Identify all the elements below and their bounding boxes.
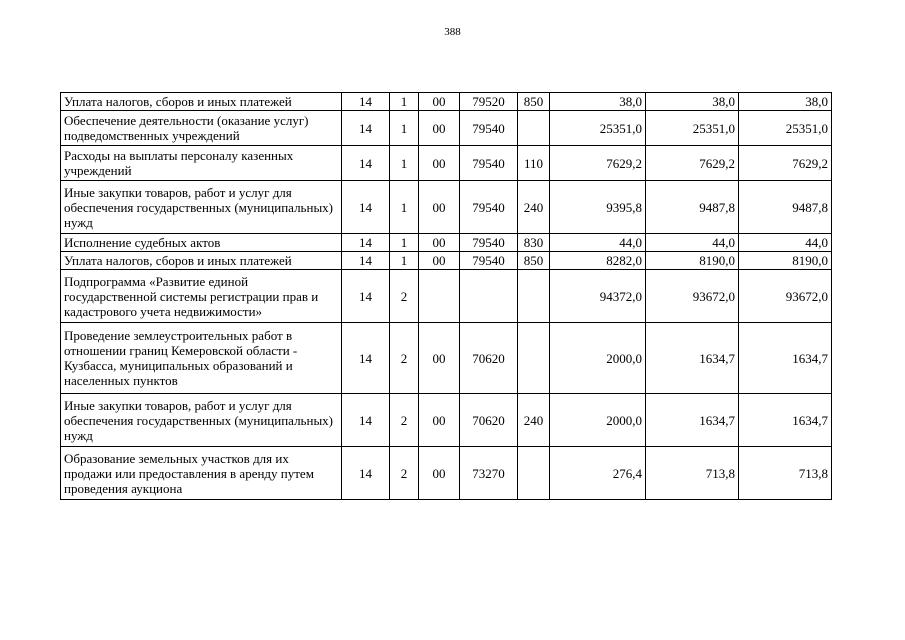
cell-amount-1: 25351,0 xyxy=(550,111,646,146)
cell-amount-2: 9487,8 xyxy=(646,181,739,234)
cell-program: 00 xyxy=(419,252,460,270)
cell-expense-type xyxy=(518,447,550,500)
budget-table xyxy=(60,92,832,500)
cell-subsection: 2 xyxy=(390,270,419,323)
cell-expense-type xyxy=(518,323,550,394)
cell-section: 14 xyxy=(342,181,390,234)
cell-name: Подпрограмма «Развитие единой государственной системы регистрации прав и кадастрового учета недвижимости» xyxy=(61,270,342,323)
cell-amount-2: 93672,0 xyxy=(646,270,739,323)
cell-expense-type: 240 xyxy=(518,394,550,447)
cell-direction: 79540 xyxy=(460,234,518,252)
cell-amount-2: 1634,7 xyxy=(646,394,739,447)
cell-amount-1: 38,0 xyxy=(550,93,646,111)
cell-subsection: 2 xyxy=(390,394,419,447)
cell-direction: 70620 xyxy=(460,323,518,394)
cell-section: 14 xyxy=(342,270,390,323)
cell-direction: 79540 xyxy=(460,252,518,270)
cell-direction: 79540 xyxy=(460,111,518,146)
cell-amount-2: 1634,7 xyxy=(646,323,739,394)
cell-name: Расходы на выплаты персоналу казенных учреждений xyxy=(61,146,342,181)
table-row xyxy=(61,181,832,234)
cell-amount-3: 8190,0 xyxy=(739,252,832,270)
cell-expense-type: 110 xyxy=(518,146,550,181)
cell-amount-3: 9487,8 xyxy=(739,181,832,234)
table-row xyxy=(61,252,832,270)
cell-direction: 70620 xyxy=(460,394,518,447)
cell-amount-1: 44,0 xyxy=(550,234,646,252)
table-row xyxy=(61,270,832,323)
cell-amount-2: 713,8 xyxy=(646,447,739,500)
cell-section: 14 xyxy=(342,252,390,270)
cell-direction: 79540 xyxy=(460,146,518,181)
cell-name: Образование земельных участков для их продажи или предоставления в аренду путем проведения аукциона xyxy=(61,447,342,500)
table-row xyxy=(61,234,832,252)
cell-name: Исполнение судебных актов xyxy=(61,234,342,252)
cell-expense-type: 830 xyxy=(518,234,550,252)
table-row xyxy=(61,93,832,111)
table-row xyxy=(61,447,832,500)
cell-amount-2: 25351,0 xyxy=(646,111,739,146)
table-row xyxy=(61,111,832,146)
cell-amount-3: 713,8 xyxy=(739,447,832,500)
cell-name: Уплата налогов, сборов и иных платежей xyxy=(61,93,342,111)
cell-program: 00 xyxy=(419,394,460,447)
cell-amount-3: 38,0 xyxy=(739,93,832,111)
cell-direction: 79520 xyxy=(460,93,518,111)
cell-expense-type: 850 xyxy=(518,93,550,111)
cell-name: Иные закупки товаров, работ и услуг для обеспечения государственных (муниципальных) нужд xyxy=(61,394,342,447)
cell-section: 14 xyxy=(342,146,390,181)
cell-amount-3: 1634,7 xyxy=(739,394,832,447)
cell-section: 14 xyxy=(342,323,390,394)
cell-subsection: 2 xyxy=(390,447,419,500)
cell-name: Проведение землеустроительных работ в отношении границ Кемеровской области - Кузбасса, муниципальных образований и населенных пунктов xyxy=(61,323,342,394)
table-row xyxy=(61,146,832,181)
cell-amount-3: 1634,7 xyxy=(739,323,832,394)
cell-amount-1: 276,4 xyxy=(550,447,646,500)
page-number: 388 xyxy=(444,26,461,38)
cell-subsection: 1 xyxy=(390,181,419,234)
cell-subsection: 1 xyxy=(390,93,419,111)
table-row xyxy=(61,323,832,394)
cell-program: 00 xyxy=(419,146,460,181)
cell-program xyxy=(419,270,460,323)
cell-section: 14 xyxy=(342,111,390,146)
cell-amount-1: 8282,0 xyxy=(550,252,646,270)
cell-amount-1: 2000,0 xyxy=(550,394,646,447)
cell-section: 14 xyxy=(342,93,390,111)
cell-direction xyxy=(460,270,518,323)
cell-subsection: 1 xyxy=(390,146,419,181)
table-row xyxy=(61,394,832,447)
cell-expense-type: 240 xyxy=(518,181,550,234)
cell-amount-3: 7629,2 xyxy=(739,146,832,181)
cell-amount-1: 9395,8 xyxy=(550,181,646,234)
cell-section: 14 xyxy=(342,234,390,252)
cell-amount-2: 7629,2 xyxy=(646,146,739,181)
cell-name: Уплата налогов, сборов и иных платежей xyxy=(61,252,342,270)
cell-program: 00 xyxy=(419,323,460,394)
cell-program: 00 xyxy=(419,181,460,234)
cell-name: Обеспечение деятельности (оказание услуг) подведомственных учреждений xyxy=(61,111,342,146)
cell-program: 00 xyxy=(419,234,460,252)
cell-direction: 73270 xyxy=(460,447,518,500)
cell-program: 00 xyxy=(419,93,460,111)
cell-program: 00 xyxy=(419,111,460,146)
cell-section: 14 xyxy=(342,447,390,500)
cell-amount-1: 2000,0 xyxy=(550,323,646,394)
cell-amount-3: 93672,0 xyxy=(739,270,832,323)
cell-section: 14 xyxy=(342,394,390,447)
cell-amount-1: 94372,0 xyxy=(550,270,646,323)
cell-amount-3: 25351,0 xyxy=(739,111,832,146)
cell-amount-2: 44,0 xyxy=(646,234,739,252)
cell-subsection: 1 xyxy=(390,234,419,252)
cell-program: 00 xyxy=(419,447,460,500)
cell-expense-type xyxy=(518,111,550,146)
cell-subsection: 2 xyxy=(390,323,419,394)
cell-expense-type: 850 xyxy=(518,252,550,270)
cell-amount-3: 44,0 xyxy=(739,234,832,252)
cell-direction: 79540 xyxy=(460,181,518,234)
cell-amount-2: 38,0 xyxy=(646,93,739,111)
cell-amount-1: 7629,2 xyxy=(550,146,646,181)
cell-subsection: 1 xyxy=(390,111,419,146)
cell-name: Иные закупки товаров, работ и услуг для обеспечения государственных (муниципальных) нужд xyxy=(61,181,342,234)
cell-expense-type xyxy=(518,270,550,323)
cell-amount-2: 8190,0 xyxy=(646,252,739,270)
cell-subsection: 1 xyxy=(390,252,419,270)
table-body xyxy=(61,93,832,500)
